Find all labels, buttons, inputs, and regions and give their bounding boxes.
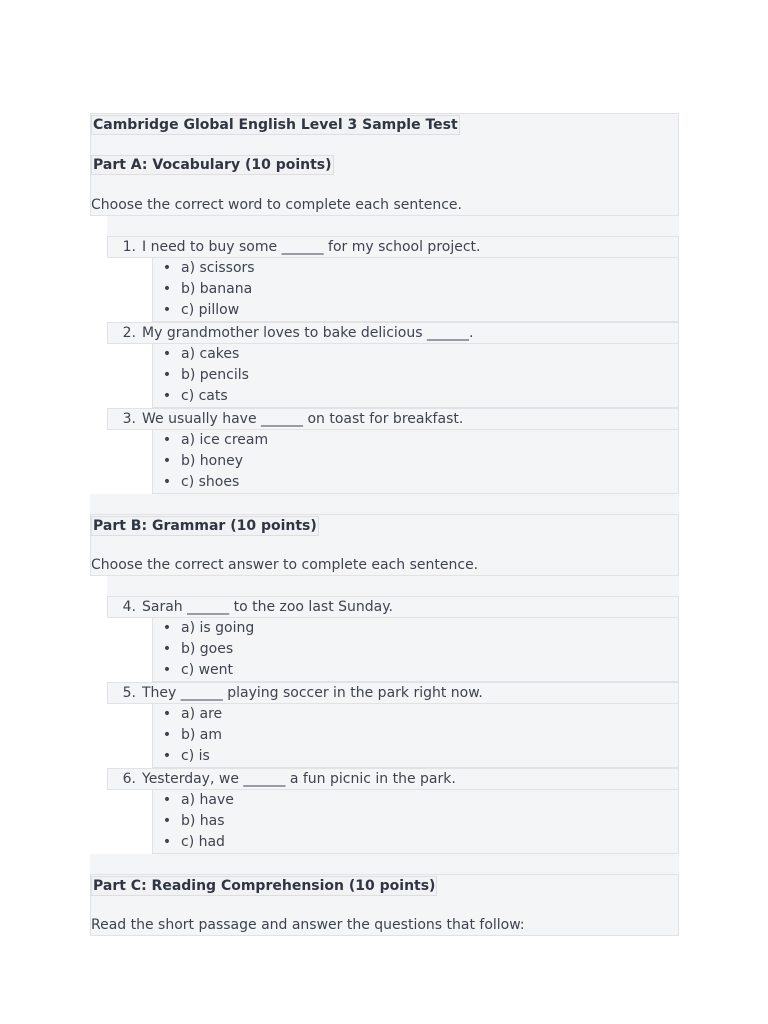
bullet-icon: • <box>162 388 172 404</box>
bullet-icon: • <box>162 662 172 678</box>
option-text: a) have <box>181 792 234 808</box>
option-item <box>153 472 678 493</box>
option-item <box>153 365 678 386</box>
option-item <box>153 746 678 767</box>
option-item <box>153 832 678 853</box>
bullet-icon: • <box>162 432 172 448</box>
bullet-icon: • <box>162 620 172 636</box>
bullet-icon: • <box>162 641 172 657</box>
part-c-block <box>90 874 679 936</box>
option-text: c) pillow <box>181 302 240 318</box>
question-number: 6. <box>122 771 136 787</box>
option-item <box>153 725 678 746</box>
option-text: c) cats <box>181 388 228 404</box>
question-6 <box>107 768 679 790</box>
option-item <box>153 451 678 472</box>
option-item <box>153 811 678 832</box>
part-a-questions <box>107 236 679 494</box>
option-text: a) scissors <box>181 260 255 276</box>
bullet-icon: • <box>162 834 172 850</box>
part-b-heading: Part B: Grammar (10 points) <box>93 518 317 534</box>
bullet-icon: • <box>162 813 172 829</box>
option-item <box>153 660 678 681</box>
part-a-heading: Part A: Vocabulary (10 points) <box>93 157 332 173</box>
option-text: c) had <box>181 834 225 850</box>
option-item <box>153 790 678 811</box>
option-text: a) ice cream <box>181 432 269 448</box>
part-c-heading: Part C: Reading Comprehension (10 points) <box>93 878 436 894</box>
option-item <box>153 344 678 365</box>
question-text: Sarah ______ to the zoo last Sunday. <box>142 599 393 615</box>
bullet-icon: • <box>162 260 172 276</box>
test-document <box>90 113 679 936</box>
part-b-instruction: Choose the correct answer to complete each sentence. <box>91 557 479 573</box>
question-5 <box>107 682 679 704</box>
bullet-icon: • <box>162 792 172 808</box>
bullet-icon: • <box>162 281 172 297</box>
question-4-options <box>152 618 679 682</box>
option-text: b) am <box>181 727 223 743</box>
option-text: c) shoes <box>181 474 240 490</box>
option-item <box>153 704 678 725</box>
bullet-icon: • <box>162 706 172 722</box>
question-text: They ______ playing soccer in the park right now. <box>142 685 483 701</box>
option-text: b) honey <box>181 453 244 469</box>
bullet-icon: • <box>162 727 172 743</box>
option-item <box>153 258 678 279</box>
option-text: b) has <box>181 813 225 829</box>
bullet-icon: • <box>162 346 172 362</box>
question-number: 5. <box>122 685 136 701</box>
question-3 <box>107 408 679 430</box>
bullet-icon: • <box>162 474 172 490</box>
part-c-instruction: Read the short passage and answer the questions that follow: <box>91 917 525 933</box>
question-number: 3. <box>122 411 136 427</box>
bullet-icon: • <box>162 367 172 383</box>
question-3-options <box>152 430 679 494</box>
question-number: 2. <box>122 325 136 341</box>
question-text: We usually have ______ on toast for breakfast. <box>142 411 464 427</box>
question-5-options <box>152 704 679 768</box>
document-title: Cambridge Global English Level 3 Sample Test <box>93 117 458 133</box>
question-1 <box>107 236 679 258</box>
option-text: b) pencils <box>181 367 249 383</box>
part-b-questions <box>107 596 679 854</box>
option-text: b) goes <box>181 641 234 657</box>
question-text: Yesterday, we ______ a fun picnic in the park. <box>142 771 456 787</box>
option-item <box>153 300 678 321</box>
option-text: c) is <box>181 748 210 764</box>
option-item <box>153 386 678 407</box>
option-item <box>153 639 678 660</box>
option-item <box>153 618 678 639</box>
option-text: a) is going <box>181 620 255 636</box>
question-number: 1. <box>122 239 136 255</box>
bullet-icon: • <box>162 453 172 469</box>
part-b-block <box>90 514 679 576</box>
option-text: a) cakes <box>181 346 240 362</box>
question-text: My grandmother loves to bake delicious ______. <box>142 325 474 341</box>
question-1-options <box>152 258 679 322</box>
bullet-icon: • <box>162 748 172 764</box>
question-2-options <box>152 344 679 408</box>
question-2 <box>107 322 679 344</box>
question-number: 4. <box>122 599 136 615</box>
option-text: a) are <box>181 706 223 722</box>
option-item <box>153 279 678 300</box>
question-text: I need to buy some ______ for my school project. <box>142 239 481 255</box>
bullet-icon: • <box>162 302 172 318</box>
option-text: c) went <box>181 662 234 678</box>
question-4 <box>107 596 679 618</box>
option-text: b) banana <box>181 281 253 297</box>
question-6-options <box>152 790 679 854</box>
part-a-instruction: Choose the correct word to complete each sentence. <box>91 197 462 213</box>
header-block <box>90 113 679 216</box>
option-item <box>153 430 678 451</box>
